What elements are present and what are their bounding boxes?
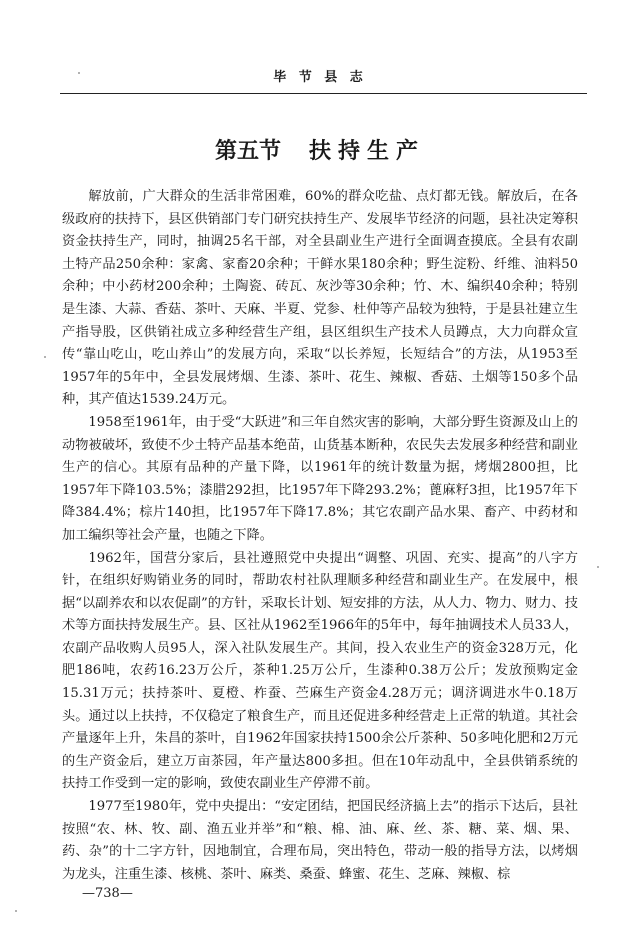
section-title xyxy=(0,134,640,165)
running-head: 毕 节 县 志 xyxy=(273,70,367,85)
body-text xyxy=(62,186,578,886)
section-number: 第五节 xyxy=(214,138,281,164)
paragraph: 1962年，国营分家后，县社遵照党中央提出“调整、巩固、充实、提高”的八字方针，在组织好购销业务的同时，帮助农村社队理顺多种经营和副业生产。在发展中，根据“以副养农和以农促副”的方针，采取长计划、短安排的方法，从人力、物力、财力、技术等方面扶持发展生产。县、区社从1962至1966年的5年中，每年抽调技术人员33人，农副产品收购人员95人，深入社队发展生产。其间，投入农业生产的资金328万元，化肥186吨，农药16.23万公斤，茶种1.25万公斤，生漆种0.38万公斤；发放预购定金15.31万元；扶持茶叶、夏橙、柞蚕、苎麻生产资金4.28万元；调济调进水牛0.18万头。通过以上扶持，不仅稳定了粮食生产，而且还促进多种经营走上正常的轨道。其社会产量逐年上升，朱昌的茶叶，自1962年国家扶持1500余公斤茶种、50多吨化肥和2万元的生产资金后，建立万亩茶园，年产量达800多担。但在10年动乱中，全县供销系统的扶持工作受到一定的影响，致使农副业生产停滞不前。 xyxy=(62,550,578,792)
paragraph: 解放前，广大群众的生活非常困难，60%的群众吃盐、点灯都无钱。解放后，在各级政府的扶持下，县区供销部门专门研究扶持生产、发展毕节经济的问题，县社决定筹积资金扶持生产，同时，抽调25名干部，对全县副业生产进行全面调查摸底。全县有农副土特产品250余种：家禽、家畜20余种；干鲜水果180余种；野生淀粉、纤维、油料50余种；中小药材200余种；土陶瓷、砖瓦、灰沙等30余种；竹、木、编织40余种；特别是生漆、大蒜、香菇、茶叶、天麻、半夏、党参、杜仲等产品较为独特，于是县社建立生产指导股，区供销社成立多种经营生产组，县区组织生产技术人员蹲点，大力向群众宣传“靠山吃山，吃山养山”的发展方向，采取“以长养短，长短结合”的方法，从1953至1957年的5年中，全县发展烤烟、生漆、茶叶、花生、辣椒、香菇、土烟等150多个品种，其产值达1539.24万元。 xyxy=(62,189,578,408)
paragraph: 1958至1961年，由于受“大跃进”和三年自然灾害的影响，大部分野生资源及山上的动物被破坏，致使不少土特产品基本绝苗，山货基本断种，农民失去发展多种经营和副业生产的信心。其原有品种的产量下降，以1961年的统计数量为据，烤烟2800担，比1957年下降103.5%；漆腊292担，比1957年下降293.2%；蓖麻籽3担，比1957年下降384.4%；棕片140担，比1957年下降17.8%；其它农副产品水果、畜产、中药材和加工编织等社会产量，也随之下降。 xyxy=(62,414,578,543)
section-name: 扶持生产 xyxy=(309,138,426,164)
scan-speck xyxy=(78,72,80,74)
page-number: —738— xyxy=(82,886,133,901)
header-rule xyxy=(60,93,587,94)
scan-speck xyxy=(44,356,46,358)
scan-speck xyxy=(597,566,599,568)
scan-speck xyxy=(15,910,17,912)
paragraph: 1977至1980年，党中央提出：“安定团结，把国民经济搞上去”的指示下达后，县社按照“农、林、牧、副、渔五业并举”和“粮、棉、油、麻、丝、茶、糖、菜、烟、果、药、杂”的十二字方针，因地制宜，合理布局，突出特色，带动一般的指导方法，以烤烟为龙头，注重生漆、核桃、茶叶、麻类、桑蚕、蜂蜜、花生、芝麻、辣椒、棕 xyxy=(62,799,578,882)
